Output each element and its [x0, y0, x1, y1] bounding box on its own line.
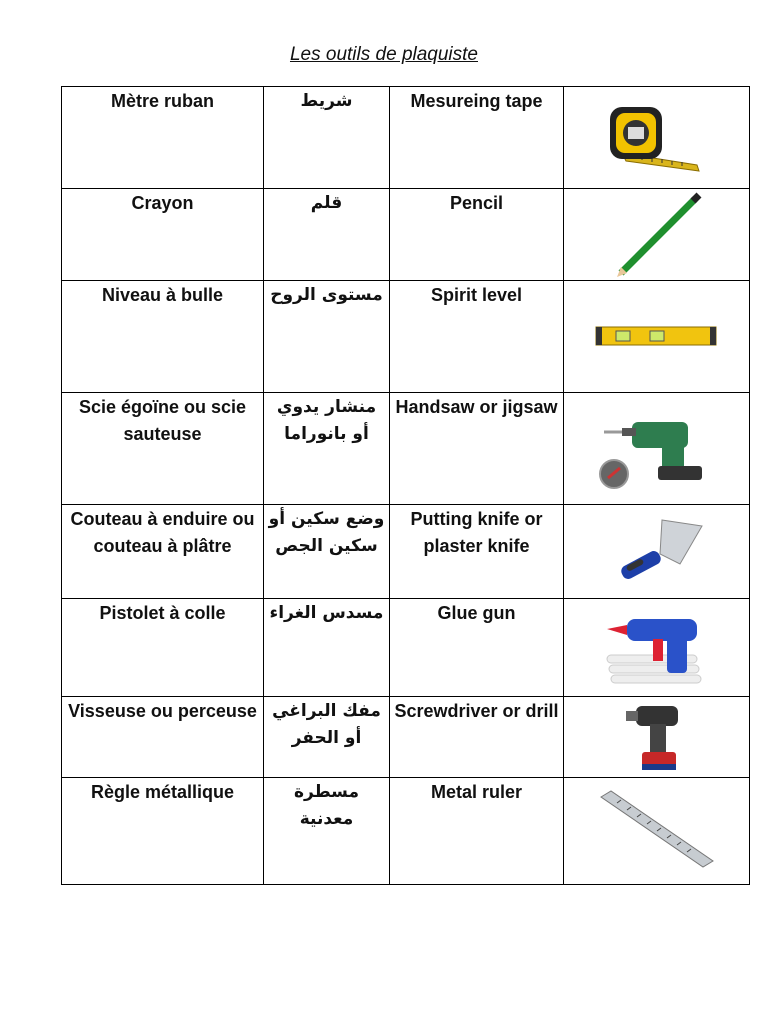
arabic-term: قلم — [264, 189, 390, 281]
french-term: Règle métallique — [62, 778, 264, 885]
arabic-term: منشار يدوي أو بانوراما — [264, 393, 390, 505]
arabic-term: مسدس الغراء — [264, 599, 390, 697]
table-row — [62, 778, 750, 885]
tool-image-cell — [564, 778, 750, 885]
arabic-term: مستوى الروح — [264, 281, 390, 393]
french-term: Crayon — [62, 189, 264, 281]
table-row — [62, 505, 750, 599]
jigsaw-icon — [592, 404, 722, 494]
metal-ruler-icon — [597, 783, 717, 879]
tool-image-cell — [564, 505, 750, 599]
putty-knife-icon — [602, 512, 712, 592]
english-term: Putting knife or plaster knife — [390, 505, 564, 599]
english-term: Pencil — [390, 189, 564, 281]
tool-image-cell — [564, 599, 750, 697]
page-title: Les outils de plaquiste — [289, 44, 478, 65]
table-row — [62, 697, 750, 778]
english-term: Glue gun — [390, 599, 564, 697]
french-term: Couteau à enduire ou couteau à plâtre — [62, 505, 264, 599]
english-term: Handsaw or jigsaw — [390, 393, 564, 505]
english-term: Metal ruler — [390, 778, 564, 885]
french-term: Pistolet à colle — [62, 599, 264, 697]
table-row — [62, 189, 750, 281]
table-row — [62, 87, 750, 189]
english-term: Screwdriver or drill — [390, 697, 564, 778]
glue-gun-icon — [597, 603, 717, 693]
french-term: Scie égoïne ou scie sauteuse — [62, 393, 264, 505]
french-term: Visseuse ou perceuse — [62, 697, 264, 778]
tool-image-cell — [564, 189, 750, 281]
english-term: Spirit level — [390, 281, 564, 393]
french-term: Niveau à bulle — [62, 281, 264, 393]
table-row — [62, 599, 750, 697]
table-row — [62, 281, 750, 393]
tool-image-cell — [564, 393, 750, 505]
drill-icon — [622, 698, 692, 776]
arabic-term: شريط — [264, 87, 390, 189]
arabic-term: مسطرة معدنية — [264, 778, 390, 885]
table-row — [62, 393, 750, 505]
arabic-term: مفك البراغي أو الحفر — [264, 697, 390, 778]
english-term: Mesureing tape — [390, 87, 564, 189]
tools-table — [61, 86, 750, 885]
french-term: Mètre ruban — [62, 87, 264, 189]
tool-image-cell — [564, 697, 750, 778]
pencil-icon — [607, 191, 707, 279]
arabic-term: وضع سكين أو سكين الجص — [264, 505, 390, 599]
spirit-level-icon — [592, 317, 722, 357]
tool-image-cell — [564, 281, 750, 393]
tool-image-cell — [564, 87, 750, 189]
tape-measure-icon — [602, 93, 712, 183]
